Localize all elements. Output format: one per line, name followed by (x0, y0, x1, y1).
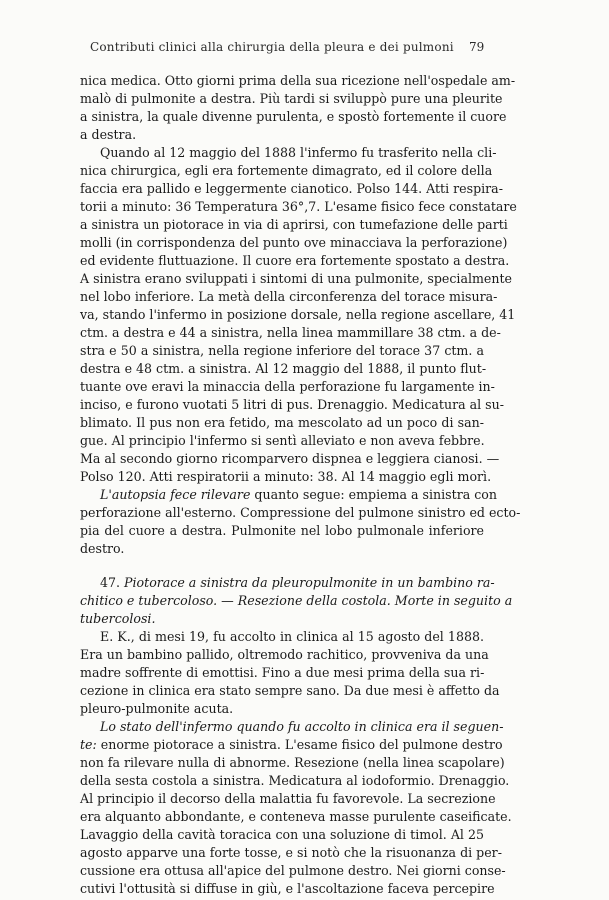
text-line: cezione in clinica era stato sempre sano. Da due mesi è affetto da (80, 683, 500, 698)
text-line: pia del cuore a destra. Pulmonite nel lobo pulmonale inferiore (80, 523, 484, 538)
text-line: Quando al 12 maggio del 1888 l'infermo fu trasferito nella cli- (100, 145, 497, 160)
text-line: faccia era pallido e leggermente cianotico. Polso 144. Atti respira- (80, 181, 503, 196)
text-line: Lavaggio della cavità toracica con una soluzione di timol. Al 25 (80, 827, 484, 842)
state-heading-end: te: (80, 737, 97, 752)
text-line: nica chirurgica, egli era fortemente dimagrato, ed il colore della (80, 163, 493, 178)
text-line: a sinistra, la quale divenne purulenta, e spostò fortemente il cuore (80, 109, 507, 124)
case-title: chitico e tubercoloso. — (80, 593, 238, 608)
case-heading-line: tubercolosi. (80, 611, 156, 626)
text-line: E. K., di mesi 19, fu accolto in clinica al 15 agosto del 1888. (100, 629, 484, 644)
text-line: madre soffrente di emottisi. Fino a due mesi prima della sua ri- (80, 665, 485, 680)
state-heading: Lo stato dell'infermo quando fu accolto in clinica era il seguen- (100, 719, 504, 734)
text-line: Ma al secondo giorno ricomparvero dispnea e leggiera cianosi. — (80, 451, 500, 466)
text-line: inciso, e furono vuotati 5 litri di pus. Drenaggio. Medicatura al su- (80, 397, 504, 412)
text-line: A sinistra erano sviluppati i sintomi di una pulmonite, specialmente (80, 271, 513, 286)
text-line: a destra. (80, 127, 137, 142)
text-line: perforazione all'esterno. Compressione del pulmone sinistro ed ecto- (80, 505, 521, 520)
text-line: va, stando l'infermo in posizione dorsale, nella regione ascellare, 41 (80, 307, 516, 322)
text-run: enorme piotorace a sinistra. L'esame fisico del pulmone destro (100, 737, 503, 752)
case-number: 47. (100, 575, 125, 590)
text-line: cutivi l'ottusità si diffuse in giù, e l'ascoltazione faceva percepire (80, 881, 495, 896)
text-line: blimato. Il pus non era fetido, ma mescolato ad un poco di san- (80, 415, 484, 430)
text-run: quanto segue: empiema a sinistra con (254, 487, 497, 502)
text-line: Al principio il decorso della malattia fu favorevole. La secrezione (80, 791, 496, 806)
text-line: non fa rilevare nulla di abnorme. Resezione (nella linea scapolare) (80, 755, 505, 770)
text-line: tuante ove eravi la minaccia della perforazione fu largamente in- (80, 379, 495, 394)
text-line: malò di pulmonite a destra. Più tardi si sviluppò pure una pleurite (80, 91, 503, 106)
autopsy-heading: L'autopsia fece rilevare (100, 487, 251, 502)
text-line: destro. (80, 541, 125, 556)
text-line: destra e 48 ctm. a sinistra. Al 12 maggio del 1888, il punto flut- (80, 361, 487, 376)
text-line: molli (in corrispondenza del punto ove minacciava la perforazione) (80, 235, 508, 250)
text-line: Era un bambino pallido, oltremodo rachitico, provveniva da una (80, 647, 489, 662)
text-line: ed evidente fluttuazione. Il cuore era fortemente spostato a destra. (80, 253, 510, 268)
text-line: della sesta costola a sinistra. Medicatura al iodoformio. Drenaggio. (80, 773, 510, 788)
text-line: nel lobo inferiore. La metà della circonferenza del torace misura- (80, 289, 498, 304)
page-number: 79 (469, 40, 485, 54)
text-line: torii a minuto: 36 Temperatura 36°,7. L'esame fisico fece constatare (80, 199, 517, 214)
text-line: stra e 50 a sinistra, nella regione inferiore del torace 37 ctm. a (80, 343, 484, 358)
text-line: ctm. a destra e 44 a sinistra, nella linea mammillare 38 ctm. a de- (80, 325, 501, 340)
running-header: Contributi clinici alla chirurgia della pleura e dei pulmoni (90, 40, 454, 54)
text-line (80, 736, 503, 754)
case-title: Resezione della costola. Morte in seguito a (237, 593, 513, 608)
text-line: cussione era ottusa all'apice del pulmone destro. Nei giorni conse- (80, 863, 506, 878)
case-heading-line (80, 592, 513, 610)
text-line: a sinistra un piotorace in via di aprirsi, con tumefazione delle parti (80, 217, 508, 232)
text-line: pleuro-pulmonite acuta. (80, 701, 234, 716)
text-line: Polso 120. Atti respiratorii a minuto: 38. Al 14 maggio egli morì. (80, 469, 492, 484)
text-line: era alquanto abbondante, e conteneva masse purulente caseificate. (80, 809, 512, 824)
text-line (80, 486, 497, 504)
case-title: Piotorace a sinistra da pleuropulmonite in un bambino ra- (124, 575, 495, 590)
text-line: agosto apparve una forte tosse, e si notò che la risuonanza di per- (80, 845, 502, 860)
text-line: nica medica. Otto giorni prima della sua ricezione nell'ospedale am- (80, 73, 516, 88)
case-heading-line (80, 574, 495, 592)
text-line: gue. Al principio l'infermo si sentì alleviato e non aveva febbre. (80, 433, 485, 448)
